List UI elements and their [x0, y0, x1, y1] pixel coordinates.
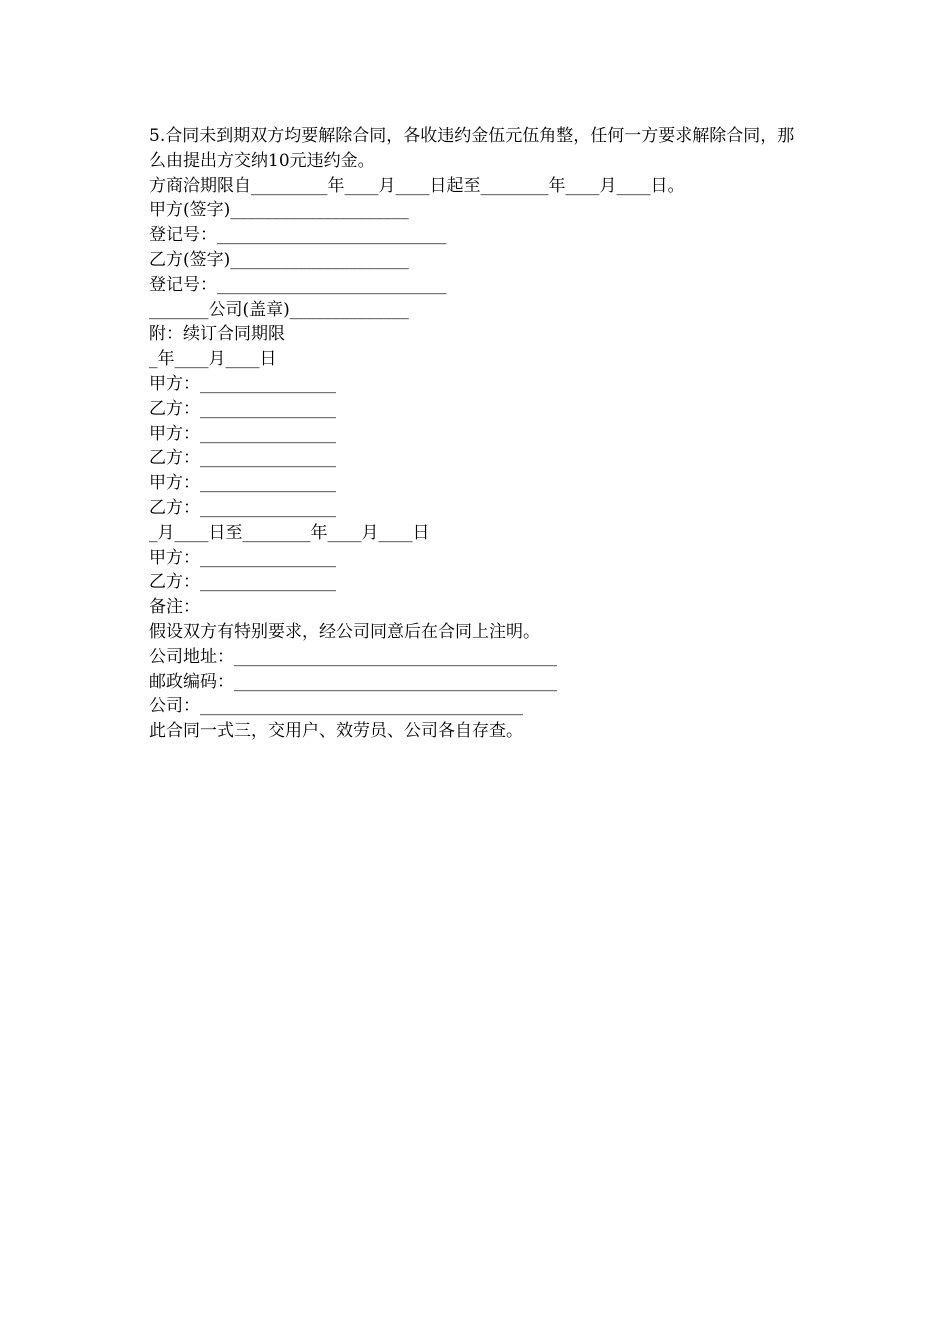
party-b-signature-line: 乙方(签字)_____________________	[149, 249, 409, 270]
party-a-registration-line: 登记号：___________________________	[149, 225, 447, 246]
renewal-party-b-line: 乙方：________________	[149, 497, 336, 518]
renewal-period-line: _月____日至________年____月____日	[149, 522, 430, 543]
clause-5-paragraph: 5.合同未到期双方均要解除合同，各收违约金伍元伍角整，任何一方要求解除合同，那么由提出方交纳10元违约金。	[149, 126, 795, 171]
remarks-text: 假设双方有特别要求，经公司同意后在合同上注明。	[149, 621, 540, 642]
renewal-party-a-line: 甲方：________________	[149, 547, 336, 568]
company-line: 公司：______________________________________	[149, 696, 523, 717]
renewal-heading: 附：续订合同期限	[149, 324, 285, 345]
renewal-date-line: _年____月____日	[149, 349, 277, 370]
renewal-party-b-line: 乙方：________________	[149, 448, 336, 469]
renewal-party-b-line: 乙方：________________	[149, 572, 336, 593]
renewal-party-a-line: 甲方：________________	[149, 373, 336, 394]
renewal-party-b-line: 乙方：________________	[149, 398, 336, 419]
company-address-line: 公司地址：______________________________________	[149, 646, 557, 667]
document-body	[149, 124, 809, 744]
party-b-registration-line: 登记号：___________________________	[149, 274, 447, 295]
renewal-party-a-line: 甲方：________________	[149, 473, 336, 494]
party-a-signature-line: 甲方(签字)_____________________	[149, 200, 409, 221]
negotiation-period-line: 方商洽期限自_________年____月____日起至________年____月____日。	[149, 175, 685, 196]
renewal-party-a-line: 甲方：________________	[149, 423, 336, 444]
copies-note-line: 此合同一式三，交用户、效劳员、公司各自存查。	[149, 721, 523, 742]
company-seal-line: _______公司(盖章)______________	[149, 299, 409, 320]
postal-code-line: 邮政编码：______________________________________	[149, 671, 557, 692]
remarks-heading: 备注：	[149, 597, 200, 618]
